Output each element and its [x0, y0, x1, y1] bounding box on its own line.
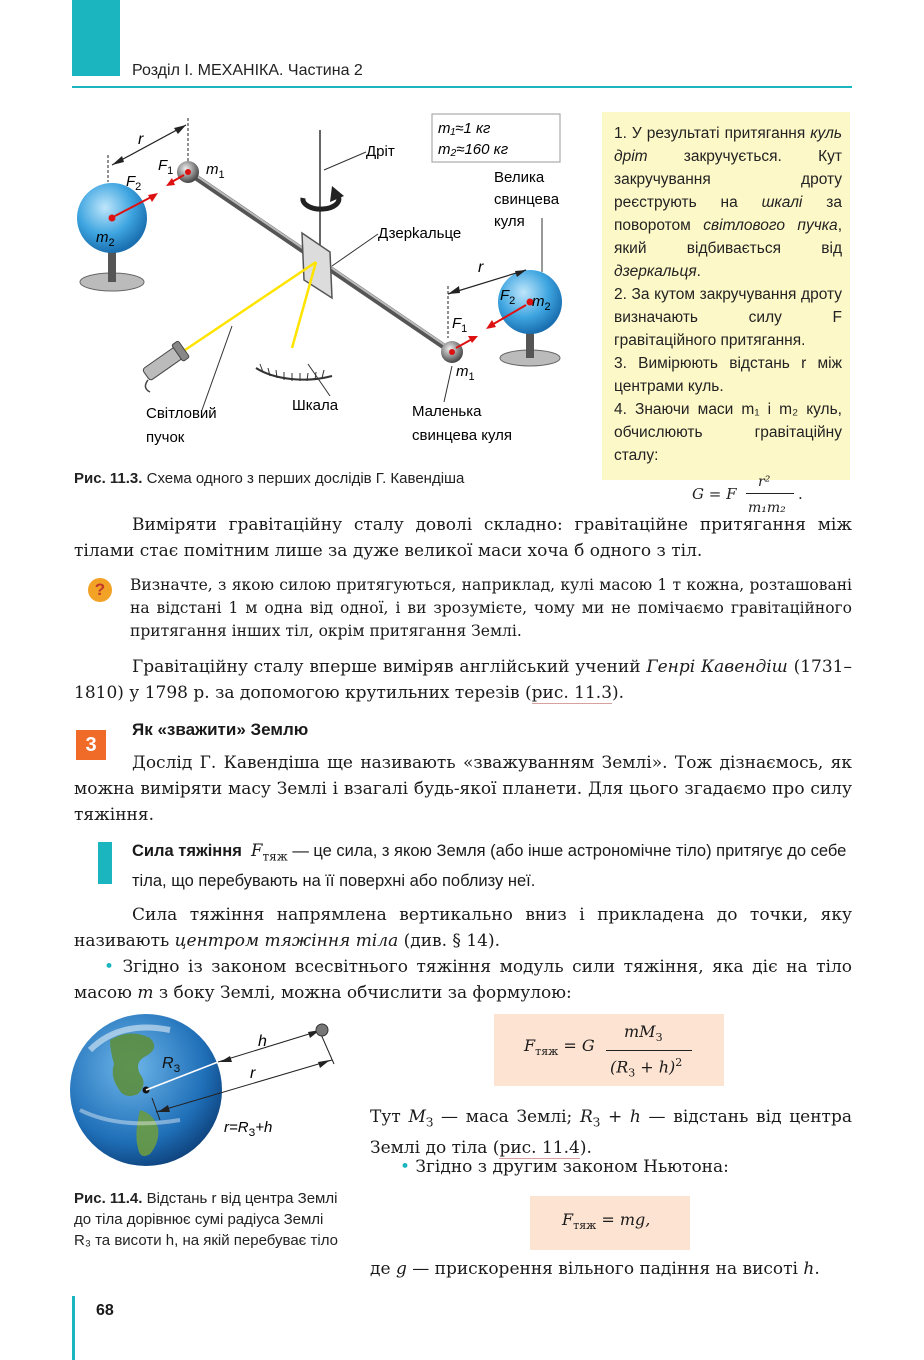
fig-11-4-link[interactable]: рис. 11.4 [499, 1138, 580, 1159]
note-1: 1. У результаті притягання куль дріт закручується. Кут закручування дроту реєструють на шкалі за поворотом світлового пучка, який відбивається від дзеркальця. [614, 125, 842, 280]
paragraph-3: Сила тяжіння напрямлена вертикально вниз і прикладена до точки, яку називають центром тяжіння тіла (див. § 14). [74, 905, 852, 951]
mirror-label: Дзерkальце [378, 225, 462, 242]
paragraph-2: Гравітаційну сталу вперше виміряв англійський учений Генрі Кавендіш (1731–1810) у 1798 р. за допомогою крутильних терезів (рис. 11.3). [74, 657, 852, 703]
section-3-paragraph: Дослід Г. Кавендіша ще називають «зважуванням Землі». Тож дізнаємось, як можна виміряти масу Землі і взагалі будь-якої планети. Для цього згадаємо про силу тяжіння. [74, 753, 852, 825]
chapter-tab [72, 0, 120, 76]
definition-marker [98, 842, 112, 884]
paragraph-7: де g — прискорення вільного падіння на висоті h. [370, 1259, 820, 1279]
note-4: 4. Знаючи маси m₁ і m₂ куль, обчислюють гравітаційну сталу: [614, 401, 842, 464]
paragraph-5: Тут $M_З$ — маса Землі; $R_З + h$ — відстань від центра Землі до тіла (рис. 11.4). [370, 1107, 852, 1159]
m2-left-label: $m_2$ [96, 229, 115, 249]
big-ball-label-2: свинцева [494, 191, 560, 208]
wire-label: Дріт [366, 143, 395, 160]
big-ball-label-3: куля [494, 213, 525, 230]
big-ball-label-1: Велика [494, 169, 545, 186]
beam-label-2: пучок [146, 429, 185, 446]
page-marker [72, 1296, 75, 1360]
F2-left-label: $F_2$ [126, 173, 142, 193]
F1-right-label: $F_1$ [452, 315, 468, 335]
earth-diagram [70, 1010, 360, 1180]
paragraph-6: • Згідно з другим законом Ньютона: [400, 1157, 729, 1177]
F2-right-label: $F_2$ [500, 287, 516, 307]
question-text: Визначте, з якою силою притягуються, наприклад, кулі масою 1 т кожна, розташовані на відстані 1 м одна від одної, і ви зрозумієте, чому ми не помічаємо гравітаційного притягання інших тіл, окрім притягання Землі. [130, 576, 852, 640]
small-ball-label-2: свинцева куля [412, 427, 512, 444]
gravity-constant-formula: G = F r² m₁m₂ . [692, 474, 803, 516]
beam-label-1: Світловий [146, 405, 217, 422]
small-ball-label-1: Маленька [412, 403, 482, 420]
paragraph-4: • Згідно із законом всесвітнього тяжіння модуль сили тяжіння, яка діє на тіло масою m з боку Землі, можна обчислити за формулою: [74, 957, 852, 1003]
section-title: Як «зважити» Землю [132, 720, 309, 739]
r-right-label: r [478, 259, 484, 276]
running-header: Розділ І. МЕХАНІКА. Частина 2 [132, 62, 363, 79]
note-2: 2. За кутом закручування дроту визначають силу F гравітаційного притягання. [614, 286, 842, 349]
figure-11-3-caption: Рис. 11.3. Схема одного з перших дослідів Г. Кавендіша [74, 470, 465, 487]
mass2-label: m₂≈160 кг [438, 141, 509, 158]
mass1-label: m₁≈1 кг [438, 120, 491, 137]
h-label: h [258, 1033, 267, 1050]
m1-right-label: $m_1$ [456, 363, 475, 383]
r-label: r [250, 1065, 256, 1082]
question-icon: ? [88, 578, 112, 602]
fig-11-3-link[interactable]: рис. 11.3 [531, 683, 613, 703]
newton-second-law-formula: $F_{тяж}$ = mg, [530, 1196, 690, 1250]
scale-label: Шкала [292, 397, 339, 414]
r-left-label: r [138, 131, 144, 148]
gravity-force-formula: $F_{тяж} = G$ $mM_З$ $(R_З + h)^2$ [494, 1014, 724, 1086]
cavendish-diagram [70, 100, 600, 470]
m2-right-label: $m_2$ [532, 293, 551, 313]
experiment-notes [602, 112, 850, 516]
R3-label: $R_З$ [162, 1055, 181, 1075]
page-number: 68 [96, 1302, 114, 1319]
F1-left-label: $F_1$ [158, 157, 174, 177]
gravity-force-definition: Сила тяжіння $F_{тяж}$ — це сила, з якою Земля (або інше астрономічне тіло) притягує до себе тіла, що перебувають на її поверхні або поблизу неї. [132, 841, 847, 891]
paragraph-1: Виміряти гравітаційну сталу доволі складно: гравітаційне притягання між тілами стає помітним лише за дуже великої маси хоча б одного з тіл. [74, 515, 852, 561]
r-equation-label: $r=R_З+h$ [224, 1119, 273, 1139]
header-rule [72, 86, 852, 88]
figure-11-4-caption: Рис. 11.4. Відстань r від центра Землі до тіла дорівнює сумі радіуса Землі R₃ та висоти h, на якій перебуває тіло [74, 1190, 338, 1249]
section-number: 3 [76, 730, 106, 760]
note-3: 3. Вимірюють відстань r між центрами куль. [614, 355, 842, 395]
m1-top-label: $m_1$ [206, 161, 225, 181]
